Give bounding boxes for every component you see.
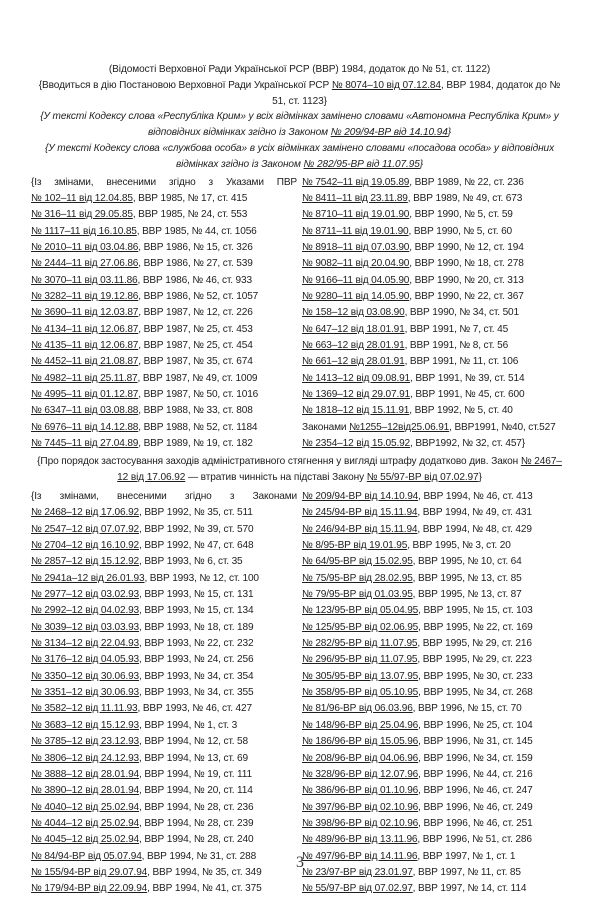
amendment-entry (31, 420, 297, 436)
law-reference-link[interactable]: № 397/96-ВР від 02.10.96 (302, 801, 419, 813)
law-reference-link[interactable]: № 3070–11 від 03.11.86 (31, 274, 138, 286)
law-reference-link[interactable]: № 2467–12 від 17.06.92 (117, 456, 562, 484)
gazette-reference: , ВВР 1993, № 46, ст. 427 (137, 703, 252, 715)
law-reference-link[interactable]: № 3690–11 від 12.03.87 (31, 307, 139, 319)
amendment-entry (302, 240, 568, 256)
gazette-reference: , ВВР 1985, № 24, ст. 553 (132, 209, 248, 221)
law-reference-link[interactable]: № 398/96-ВР від 02.10.96 (302, 817, 419, 829)
gazette-reference: , ВВР 1996, № 31, ст. 145 (418, 736, 533, 748)
amendment-entry (302, 505, 568, 521)
amendment-entry (302, 751, 568, 767)
law-reference-link[interactable]: № 4135–11 від 12.06.87 (31, 340, 139, 352)
gazette-reference: , ВВР 1995, № 29, ст. 216 (417, 638, 532, 650)
amendment-entry (31, 751, 297, 767)
gazette-reference: , ВВР 1993, № 6, ст. 35 (139, 556, 243, 568)
gazette-reference: , ВВР 1996, № 46, ст. 249 (418, 801, 533, 813)
gazette-reference: , ВВР 1987, № 25, ст. 454 (138, 340, 253, 352)
law-reference-link[interactable]: № 3039–12 від 03.03.93 (31, 621, 140, 633)
law-reference-link[interactable]: № 386/96-ВР від 01.10.96 (302, 785, 419, 797)
amendment-entry (31, 881, 297, 897)
gazette-reference: , ВВР 1987, № 50, ст. 1016 (138, 389, 259, 401)
law-reference-link[interactable]: № 9166–11 від 04.05.90 (302, 274, 410, 286)
law-reference-link[interactable]: № 246/94-ВР від 15.11.94 (302, 523, 418, 535)
law-reference-link[interactable]: № 8711–11 від 19.01.90 (302, 225, 409, 237)
amendment-entry (31, 734, 297, 750)
gazette-reference: , ВВР 1995, № 34, ст. 268 (418, 687, 533, 699)
gazette-reference: , ВВР 1995, № 22, ст. 169 (418, 621, 533, 633)
gazette-reference: {Із змінами, внесеними згідно з Законами (31, 491, 297, 503)
amendment-entry (31, 652, 297, 668)
law-reference-link[interactable]: № 296/95-ВР від 11.07.95 (302, 654, 418, 666)
page-number: 3 (296, 854, 304, 871)
gazette-reference: , ВВР 1996, № 44, ст. 216 (418, 768, 533, 780)
gazette-reference: , ВВР 1995, № 29, ст. 223 (417, 654, 532, 666)
amendment-entry (302, 800, 568, 816)
amendment-entry (302, 305, 568, 321)
amendment-entry (31, 387, 297, 403)
gazette-reference: , ВВР 1989, № 19, ст. 182 (138, 438, 253, 450)
law-reference-link[interactable]: № 8/95-ВР від 19.01.95 (302, 540, 408, 552)
law-reference-link[interactable]: № 7445–11 від 27.04.89 (31, 438, 139, 450)
amendment-entry (31, 224, 297, 240)
laws-left-column (31, 489, 297, 898)
amendment-entry (31, 338, 297, 354)
amendment-entry (31, 669, 297, 685)
amendment-entry (31, 718, 297, 734)
law-reference-link[interactable]: № 2354–12 від 15.05.92 (302, 438, 411, 450)
law-reference-link[interactable]: № 2977–12 від 03.02.93 (31, 589, 140, 601)
gazette-reference: , ВВР 1986, № 15, ст. 326 (138, 241, 253, 253)
law-reference-link[interactable]: № 245/94-ВР від 15.11.94 (302, 507, 418, 519)
amendment-entry (31, 305, 297, 321)
law-reference-link[interactable]: № 316–11 від 29.05.85 (31, 209, 133, 221)
law-reference-link[interactable]: № 75/95-ВР від 28.02.95 (302, 572, 413, 584)
crimea-amendment-note: {У тексті Кодексу слова «Республіка Крим» у всіх відмінках замінено словами «Автономна Республіка Крим» у відповідних відмінках згідно із Законом № 209/94-ВР від 14.10.94} (40, 111, 559, 139)
law-reference-link[interactable]: № 209/94-ВР від 14.10.94 (302, 491, 419, 503)
law-reference-link[interactable]: № 179/94-ВР від 22.09.94 (31, 883, 148, 895)
gazette-reference: , ВВР 1994, № 28, ст. 236 (139, 801, 254, 813)
law-reference-link[interactable]: № 64/95-ВР від 15.02.95 (302, 556, 413, 568)
gazette-reference: , ВВР 1991, № 39, ст. 514 (410, 372, 525, 384)
law-reference-link[interactable]: № 155/94-ВР від 29.07.94 (31, 866, 148, 878)
gazette-reference: , ВВР 1993, № 15, ст. 134 (139, 605, 254, 617)
gazette-reference: , ВВР 1986, № 52, ст. 1057 (138, 290, 259, 302)
gazette-reference: , ВВР 1987, № 35, ст. 674 (138, 356, 253, 368)
law-reference-link[interactable]: № 209/94-ВР від 14.10.94 (330, 127, 448, 139)
gazette-reference: , ВВР 1993, № 12, ст. 100 (144, 572, 259, 584)
gazette-reference: , ВВР 1995, № 15, ст. 103 (418, 605, 533, 617)
law-reference-link[interactable]: № 2941a–12 від 26.01.93 (31, 572, 145, 584)
law-reference-link[interactable]: № 4995–11 від 01.12.87 (31, 389, 139, 401)
law-reference-link[interactable]: № 9280–11 від 14.05.90 (302, 290, 410, 302)
law-reference-link[interactable]: № 2704–12 від 16.10.92 (31, 540, 140, 552)
gazette-reference: , ВВР 1990, № 20, ст. 313 (409, 274, 524, 286)
law-reference-link[interactable]: № 125/95-ВР від 02.06.95 (302, 621, 419, 633)
gazette-reference: , ВВР 1987, № 25, ст. 453 (138, 323, 253, 335)
law-reference-link[interactable]: № 1413–12 від 09.08.91 (302, 372, 411, 384)
amendment-entry (31, 620, 297, 636)
gazette-reference: , ВВР 1986, № 27, ст. 539 (138, 258, 253, 270)
law-reference-link[interactable]: № 148/96-ВР від 25.04.96 (302, 719, 419, 731)
law-reference-link[interactable]: № 4452–11 від 21.08.87 (31, 356, 139, 368)
gazette-reference: , ВВР 1990, № 5, ст. 60 (408, 225, 512, 237)
amendment-entry (31, 701, 297, 717)
gazette-reference: , ВВР 1995, № 13, ст. 87 (412, 589, 522, 601)
gazette-reference: , ВВР 1996, № 46, ст. 251 (418, 817, 533, 829)
amendment-entry (31, 603, 297, 619)
amendment-entry (31, 175, 297, 191)
gazette-reference: , ВВР 1990, № 5, ст. 59 (409, 209, 513, 221)
amendment-entry (31, 273, 297, 289)
law-reference-link[interactable]: № 2468–12 від 17.06.92 (31, 507, 140, 519)
amendment-entry (31, 354, 297, 370)
gazette-reference: , ВВР 1987, № 12, ст. 226 (138, 307, 253, 319)
amendment-entry (302, 587, 568, 603)
amendment-entry (302, 881, 568, 897)
amendment-entry (302, 701, 568, 717)
law-reference-link[interactable]: № 81/96-ВР від 06.03.96 (302, 703, 413, 715)
law-reference-link[interactable]: № 102–11 від 12.04.85 (31, 192, 133, 204)
law-reference-link[interactable]: № 3806–12 від 24.12.93 (31, 752, 140, 764)
gazette-reference: , ВВР 1996, № 46, ст. 247 (418, 785, 533, 797)
gazette-reference: , ВВР 1994, № 31, ст. 288 (141, 850, 257, 862)
amendment-entry (31, 207, 297, 223)
gazette-reference: , ВВР 1990, № 34, ст. 501 (404, 307, 519, 319)
amendment-entry (31, 191, 297, 207)
amendment-entry (31, 685, 297, 701)
amendment-entry (31, 436, 297, 452)
amendment-entry (31, 571, 297, 587)
law-reference-link[interactable]: № 328/96-ВР від 12.07.96 (302, 768, 419, 780)
law-reference-link[interactable]: № 4134–11 від 12.06.87 (31, 323, 139, 335)
amendments-left-column (31, 175, 297, 453)
gazette-reference: , ВВР 1993, № 34, ст. 354 (139, 670, 254, 682)
amendment-entry (302, 387, 568, 403)
gazette-reference: , ВВР 1997, № 14, ст. 114 (412, 883, 527, 895)
law-reference-link[interactable]: № 663–12 від 28.01.91 (302, 340, 405, 352)
amendment-entry (31, 522, 297, 538)
amendment-entry (31, 256, 297, 272)
amendment-entry (302, 420, 568, 436)
amendment-entry (302, 571, 568, 587)
amendment-entry (302, 273, 568, 289)
law-reference-link[interactable]: № 158–12 від 03.08.90 (302, 307, 405, 319)
amendment-entry (31, 636, 297, 652)
gazette-reference: , ВВР 1997, № 1, ст. 1 (417, 850, 516, 862)
amendments-block-2 (31, 489, 568, 898)
source-citation: (Відомості Верховної Ради Української РСР (ВВР) 1984, додаток до № 51, ст. 1122) (108, 64, 491, 75)
gazette-reference: , ВВР 1994, № 41, ст. 375 (147, 883, 262, 895)
gazette-reference: , ВВР 1994, № 35, ст. 349 (147, 866, 262, 878)
amendment-entry (302, 620, 568, 636)
amendments-block-1 (31, 175, 568, 453)
law-reference-link[interactable]: № 84/94-ВР від 05.07.94 (31, 850, 142, 862)
gazette-reference: , ВВР 1991, № 7, ст. 45 (404, 323, 509, 335)
law-reference-link[interactable]: № 3176–12 від 04.05.93 (31, 654, 140, 666)
gazette-reference: , ВВР 1994, № 1, ст. 3 (139, 719, 238, 731)
gazette-reference: , ВВР 1992, № 5, ст. 40 (409, 405, 513, 417)
gazette-reference: , ВВР 1995, № 30, ст. 233 (418, 670, 533, 682)
gazette-reference: , ВВР 1994, № 19, ст. 111 (139, 768, 252, 780)
gazette-reference: , ВВР 1991, № 45, ст. 600 (410, 389, 525, 401)
amendment-entry (302, 522, 568, 538)
gazette-reference: , ВВР 1995, № 10, ст. 64 (412, 556, 522, 568)
gazette-reference: , ВВР 1987, № 49, ст. 1009 (137, 372, 258, 384)
gazette-reference: , ВВР 1989, № 22, ст. 236 (409, 176, 524, 188)
gazette-reference: , ВВР 1996, № 34, ст. 159 (418, 752, 533, 764)
gazette-reference: , ВВР 1986, № 46, ст. 933 (137, 274, 252, 286)
law-reference-link[interactable]: № 2010–11 від 03.04.86 (31, 241, 139, 253)
law-reference-link[interactable]: № 2444–11 від 27.06.86 (31, 258, 139, 270)
amendment-entry (302, 289, 568, 305)
amendment-entry (302, 489, 568, 505)
amendment-entry (302, 322, 568, 338)
gazette-reference: , ВВР 1994, № 28, ст. 240 (139, 834, 254, 846)
gazette-reference: , ВВР 1995, № 13, ст. 85 (412, 572, 522, 584)
law-reference-link[interactable]: № 8918–11 від 07.03.90 (302, 241, 410, 253)
law-reference-link[interactable]: № 79/95-ВР від 01.03.95 (302, 589, 413, 601)
amendment-entry (31, 240, 297, 256)
law-reference-link[interactable]: № 3890–12 від 28.01.94 (31, 785, 140, 797)
law-reference-link[interactable]: № 3888–12 від 28.01.94 (31, 768, 140, 780)
gazette-reference: , ВВР 1997, № 11, ст. 85 (412, 866, 521, 878)
gazette-reference: , ВВР 1996, № 25, ст. 104 (418, 719, 533, 731)
law-reference-link[interactable]: № 4045–12 від 25.02.94 (31, 834, 140, 846)
gazette-reference: , ВВР 1995, № 3, ст. 20 (407, 540, 511, 552)
law-reference-link[interactable]: № 3282–11 від 19.12.86 (31, 290, 139, 302)
amendment-entry (31, 783, 297, 799)
amendment-entry (302, 832, 568, 848)
gazette-reference: , ВВР 1991, № 11, ст. 106 (404, 356, 519, 368)
gazette-reference: , ВВР 1993, № 22, ст. 232 (139, 638, 254, 650)
amendment-entry (31, 587, 297, 603)
amendment-entry (302, 685, 568, 701)
amendment-entry (302, 436, 568, 452)
law-reference-link[interactable]: № 358/95-ВР від 05.10.95 (302, 687, 419, 699)
law-reference-link[interactable]: № 3134–12 від 22.04.93 (31, 638, 140, 650)
amendment-entry (302, 371, 568, 387)
gazette-reference: , ВВР 1985, № 44, ст. 1056 (136, 225, 257, 237)
gazette-reference: , ВВР 1992, № 35, ст. 511 (139, 507, 253, 519)
gazette-reference: , ВВР 1992, № 39, ст. 570 (139, 523, 254, 535)
amendment-entry (302, 256, 568, 272)
law-reference-link[interactable]: № 23/97-ВР від 23.01.97 (302, 866, 413, 878)
law-reference-link[interactable]: № 123/95-ВР від 05.04.95 (302, 605, 419, 617)
law-reference-link[interactable]: № 55/97-ВР від 07.02.97 (302, 883, 413, 895)
amendment-entry (302, 403, 568, 419)
gazette-reference: , ВВР 1989, № 49, ст. 673 (407, 192, 523, 204)
gazette-reference: , ВВР 1991, № 8, ст. 56 (404, 340, 509, 352)
amendment-entry (31, 538, 297, 554)
law-reference-link[interactable]: № 2547–12 від 07.07.92 (31, 523, 140, 535)
amendment-entry (31, 403, 297, 419)
amendment-entry (302, 783, 568, 799)
gazette-reference: , ВВР 1994, № 49, ст. 431 (417, 507, 532, 519)
amendment-entry (31, 767, 297, 783)
law-reference-link[interactable]: № 208/96-ВР від 04.06.96 (302, 752, 419, 764)
law-reference-link[interactable]: № 8411–11 від 23.11.89 (302, 192, 408, 204)
enactment-note: {Вводиться в дію Постановою Верховної Ради Української РСР № 8074–10 від 07.12.84, ВВР 1984, додаток до № 51, ст. 1123} (38, 79, 561, 107)
law-reference-link[interactable]: № 3351–12 від 30.06.93 (31, 687, 140, 699)
amendment-entry (31, 832, 297, 848)
gazette-reference: , ВВР 1994, № 12, ст. 58 (139, 736, 248, 748)
law-reference-link[interactable]: № 3785–12 від 23.12.93 (31, 736, 140, 748)
amendment-entry (302, 636, 568, 652)
gazette-reference: , ВВР 1993, № 34, ст. 355 (139, 687, 254, 699)
law-reference-link[interactable]: № 2857–12 від 15.12.92 (31, 556, 140, 568)
law-reference-link[interactable]: № 9082–11 від 20.04.90 (302, 258, 410, 270)
gazette-reference: , ВВР1991, №40, ст.527 (449, 421, 556, 433)
law-reference-link[interactable]: № 4040–12 від 25.02.94 (31, 801, 140, 813)
amendment-entry (302, 175, 568, 191)
gazette-reference: , ВВР 1994, № 48, ст. 429 (417, 523, 532, 535)
amendment-entry (31, 554, 297, 570)
gazette-reference: , ВВР 1996, № 15, ст. 70 (412, 703, 522, 715)
gazette-reference: , ВВР 1994, № 20, ст. 114 (139, 785, 253, 797)
gazette-reference: Законами (302, 421, 350, 433)
law-reference-link[interactable]: № 8710–11 від 19.01.90 (302, 209, 410, 221)
amendment-entry (31, 505, 297, 521)
gazette-reference: , ВВР 1988, № 33, ст. 808 (138, 405, 253, 417)
gazette-reference: , ВВР 1993, № 24, ст. 256 (139, 654, 254, 666)
amendment-entry (302, 554, 568, 570)
gazette-reference: , ВВР 1988, № 52, ст. 1184 (138, 421, 258, 433)
gazette-reference: , ВВР 1985, № 17, ст. 415 (132, 192, 248, 204)
amendment-entry (302, 354, 568, 370)
law-reference-link[interactable]: № 6976–11 від 14.12.88 (31, 421, 139, 433)
amendment-entry (302, 816, 568, 832)
amendment-entry (302, 224, 568, 240)
law-reference-link[interactable]: № 661–12 від 28.01.91 (302, 356, 405, 368)
law-reference-link[interactable]: № 1369–12 від 29.07.91 (302, 389, 411, 401)
amendment-entry (302, 718, 568, 734)
law-reference-link[interactable]: № 6347–11 від 03.08.88 (31, 405, 139, 417)
law-reference-link[interactable]: № 305/95-ВР від 13.07.95 (302, 670, 419, 682)
law-reference-link[interactable]: № 647–12 від 18.01.91 (302, 323, 405, 335)
law-reference-link[interactable]: №1255–12від25.06.91 (349, 421, 450, 433)
law-reference-link[interactable]: № 4044–12 від 25.02.94 (31, 817, 140, 829)
gazette-reference: , ВВР 1990, № 18, ст. 278 (409, 258, 524, 270)
law-reference-link[interactable]: № 497/96-ВР від 14.11.96 (302, 850, 418, 862)
law-reference-link[interactable]: № 2992–12 від 04.02.93 (31, 605, 140, 617)
gazette-reference: , ВВР 1990, № 12, ст. 194 (409, 241, 524, 253)
amendments-right-column (302, 175, 568, 453)
law-reference-link[interactable]: № 282/95-ВР від 11.07.95 (302, 638, 418, 650)
law-reference-link[interactable]: № 1818–12 від 15.11.91 (302, 405, 410, 417)
amendment-entry (302, 338, 568, 354)
law-reference-link[interactable]: № 7542–11 від 19.05.89 (302, 176, 410, 188)
gazette-reference: , ВВР 1993, № 18, ст. 189 (139, 621, 254, 633)
gazette-reference: , ВВР 1994, № 46, ст. 413 (418, 491, 533, 503)
fine-procedure-note: {Про порядок застосування заходів адміністративного стягнення у вигляді штрафу додатково див. Закон № 2467–12 від 17.06.92 — втратив чинність на підставі Закону № 55/97-ВР від 07.02.97} (37, 456, 562, 484)
amendment-entry (302, 767, 568, 783)
gazette-reference: , ВВР 1990, № 22, ст. 367 (409, 290, 524, 302)
amendment-entry (302, 734, 568, 750)
law-reference-link[interactable]: № 55/97-ВР від 07.02.97 (366, 472, 479, 484)
law-reference-link[interactable]: № 8074–10 від 07.12.84 (331, 79, 441, 91)
amendment-entry (302, 603, 568, 619)
gazette-reference: , ВВР 1994, № 13, ст. 69 (139, 752, 248, 764)
gazette-reference: , ВВР 1993, № 15, ст. 131 (139, 589, 254, 601)
amendment-entry (31, 371, 297, 387)
law-reference-link[interactable]: № 3350–12 від 30.06.93 (31, 670, 140, 682)
gazette-reference: , ВВР 1994, № 28, ст. 239 (139, 817, 254, 829)
amendment-entry (302, 191, 568, 207)
gazette-reference: {Із змінами, внесеними згідно з Указами ПВР (31, 176, 297, 188)
official-amendment-note: {У тексті Кодексу слова «службова особа» в усіх відмінках замінено словами «посадова особа» у відповідних відмінках згідно із Законом № 282/95-ВР від 11.07.95} (44, 142, 555, 170)
amendment-entry (31, 816, 297, 832)
amendment-entry (31, 289, 297, 305)
amendment-entry (31, 800, 297, 816)
amendment-entry (31, 322, 297, 338)
law-reference-link[interactable]: № 186/96-ВР від 15.05.96 (302, 736, 419, 748)
amendment-entry (302, 652, 568, 668)
law-reference-link[interactable]: № 489/96-ВР від 13.11.96 (302, 834, 418, 846)
amendment-entry (31, 489, 297, 505)
gazette-reference: , ВВР 1996, № 51, ст. 286 (417, 834, 532, 846)
law-reference-link[interactable]: № 282/95-ВР від 11.07.95 (303, 158, 420, 170)
gazette-reference: , ВВР 1992, № 47, ст. 648 (139, 540, 254, 552)
amendment-entry (302, 538, 568, 554)
law-reference-link[interactable]: № 3582–12 від 11.11.93 (31, 703, 138, 715)
law-reference-link[interactable]: № 4982–11 від 25.11.87 (31, 372, 138, 384)
amendment-entry (302, 207, 568, 223)
amendment-entry (302, 669, 568, 685)
laws-right-column (302, 489, 568, 898)
gazette-reference: , ВВР1992, № 32, ст. 457} (410, 438, 525, 450)
law-reference-link[interactable]: № 3683–12 від 15.12.93 (31, 719, 140, 731)
law-reference-link[interactable]: № 1117–11 від 16.10.85 (31, 225, 137, 237)
